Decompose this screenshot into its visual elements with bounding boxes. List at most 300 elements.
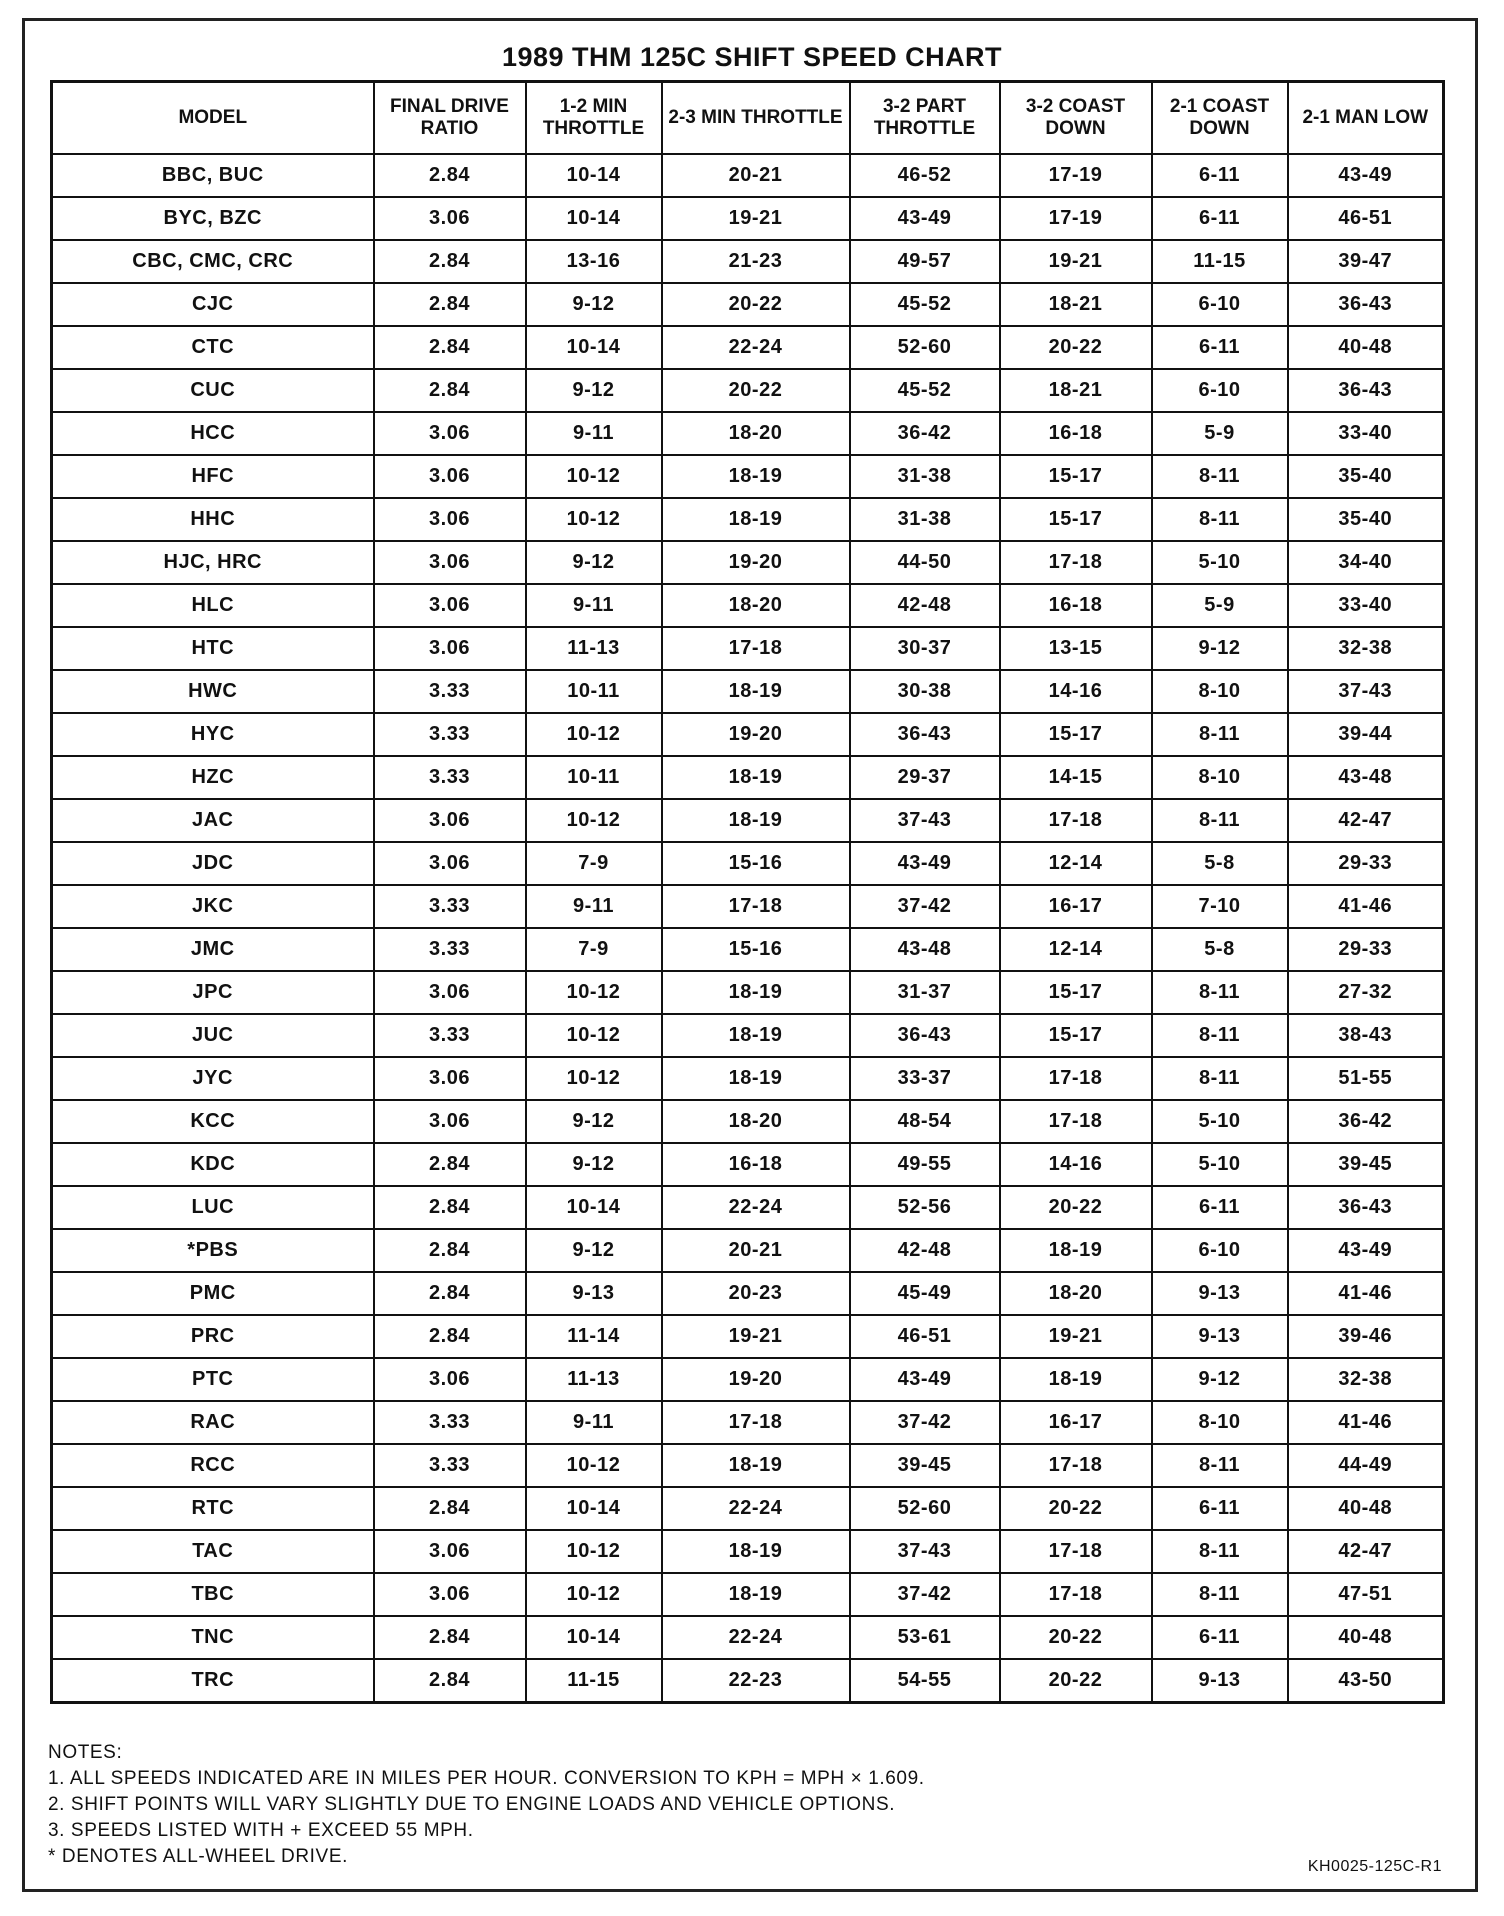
value-cell: 9-11 [526, 412, 662, 455]
value-cell: 10-12 [526, 1057, 662, 1100]
value-cell: 9-12 [526, 1143, 662, 1186]
value-cell: 22-24 [662, 326, 850, 369]
value-cell: 46-52 [850, 154, 1000, 197]
value-cell: 32-38 [1288, 627, 1444, 670]
value-cell: 29-37 [850, 756, 1000, 799]
value-cell: 10-12 [526, 1530, 662, 1573]
value-cell: 8-11 [1152, 1057, 1288, 1100]
value-cell: 49-57 [850, 240, 1000, 283]
value-cell: 12-14 [1000, 928, 1152, 971]
value-cell: 8-10 [1152, 756, 1288, 799]
value-cell: 15-17 [1000, 455, 1152, 498]
value-cell: 31-38 [850, 455, 1000, 498]
value-cell: 9-12 [526, 1100, 662, 1143]
value-cell: 9-12 [526, 283, 662, 326]
value-cell: 10-12 [526, 971, 662, 1014]
value-cell: 16-18 [662, 1143, 850, 1186]
value-cell: 36-42 [1288, 1100, 1444, 1143]
value-cell: 20-22 [1000, 1487, 1152, 1530]
value-cell: 34-40 [1288, 541, 1444, 584]
value-cell: 8-11 [1152, 1530, 1288, 1573]
value-cell: 5-9 [1152, 412, 1288, 455]
value-cell: 6-11 [1152, 1616, 1288, 1659]
table-row [52, 1444, 1444, 1487]
value-cell: 18-21 [1000, 369, 1152, 412]
value-cell: 17-18 [662, 627, 850, 670]
value-cell: 43-48 [1288, 756, 1444, 799]
value-cell: 9-12 [526, 369, 662, 412]
value-cell: 3.06 [374, 584, 526, 627]
value-cell: 6-10 [1152, 369, 1288, 412]
table-row [52, 412, 1444, 455]
model-cell: CUC [52, 369, 374, 412]
value-cell: 17-18 [662, 1401, 850, 1444]
value-cell: 43-49 [850, 1358, 1000, 1401]
value-cell: 18-19 [662, 799, 850, 842]
value-cell: 19-20 [662, 1358, 850, 1401]
value-cell: 11-13 [526, 1358, 662, 1401]
value-cell: 2.84 [374, 369, 526, 412]
value-cell: 9-11 [526, 885, 662, 928]
model-cell: JDC [52, 842, 374, 885]
model-cell: CJC [52, 283, 374, 326]
model-cell: *PBS [52, 1229, 374, 1272]
value-cell: 18-19 [662, 1444, 850, 1487]
table-row [52, 498, 1444, 541]
value-cell: 20-21 [662, 154, 850, 197]
model-cell: TAC [52, 1530, 374, 1573]
value-cell: 2.84 [374, 1315, 526, 1358]
value-cell: 3.06 [374, 455, 526, 498]
value-cell: 35-40 [1288, 498, 1444, 541]
value-cell: 18-20 [662, 584, 850, 627]
value-cell: 16-18 [1000, 584, 1152, 627]
value-cell: 3.06 [374, 842, 526, 885]
value-cell: 9-13 [526, 1272, 662, 1315]
value-cell: 5-8 [1152, 842, 1288, 885]
table-row [52, 154, 1444, 197]
value-cell: 20-23 [662, 1272, 850, 1315]
value-cell: 38-43 [1288, 1014, 1444, 1057]
value-cell: 30-38 [850, 670, 1000, 713]
value-cell: 14-15 [1000, 756, 1152, 799]
value-cell: 18-19 [662, 1530, 850, 1573]
value-cell: 7-9 [526, 928, 662, 971]
value-cell: 3.06 [374, 197, 526, 240]
value-cell: 19-20 [662, 713, 850, 756]
value-cell: 8-10 [1152, 1401, 1288, 1444]
table-row [52, 928, 1444, 971]
table-row [52, 971, 1444, 1014]
table-row [52, 326, 1444, 369]
value-cell: 3.06 [374, 627, 526, 670]
value-cell: 27-32 [1288, 971, 1444, 1014]
value-cell: 5-10 [1152, 1143, 1288, 1186]
model-cell: HHC [52, 498, 374, 541]
value-cell: 43-49 [1288, 154, 1444, 197]
value-cell: 3.06 [374, 498, 526, 541]
col-header-model: MODEL [52, 82, 374, 155]
table-body [52, 154, 1444, 1703]
model-cell: HLC [52, 584, 374, 627]
value-cell: 2.84 [374, 1659, 526, 1703]
value-cell: 20-21 [662, 1229, 850, 1272]
value-cell: 48-54 [850, 1100, 1000, 1143]
table-row [52, 1401, 1444, 1444]
value-cell: 46-51 [850, 1315, 1000, 1358]
value-cell: 15-17 [1000, 713, 1152, 756]
value-cell: 43-49 [850, 842, 1000, 885]
value-cell: 52-60 [850, 1487, 1000, 1530]
value-cell: 13-15 [1000, 627, 1152, 670]
table-row [52, 1143, 1444, 1186]
table-row [52, 1530, 1444, 1573]
value-cell: 10-14 [526, 197, 662, 240]
model-cell: JYC [52, 1057, 374, 1100]
value-cell: 22-24 [662, 1487, 850, 1530]
value-cell: 52-56 [850, 1186, 1000, 1229]
col-header-2-1-coast-down: 2-1 COAST DOWN [1152, 82, 1288, 155]
value-cell: 10-11 [526, 670, 662, 713]
model-cell: LUC [52, 1186, 374, 1229]
value-cell: 45-52 [850, 369, 1000, 412]
value-cell: 15-16 [662, 842, 850, 885]
value-cell: 11-13 [526, 627, 662, 670]
value-cell: 11-15 [1152, 240, 1288, 283]
value-cell: 5-10 [1152, 1100, 1288, 1143]
value-cell: 18-19 [662, 455, 850, 498]
value-cell: 20-22 [1000, 1616, 1152, 1659]
table-row [52, 670, 1444, 713]
value-cell: 7-10 [1152, 885, 1288, 928]
table-row [52, 240, 1444, 283]
value-cell: 3.33 [374, 885, 526, 928]
value-cell: 5-9 [1152, 584, 1288, 627]
value-cell: 32-38 [1288, 1358, 1444, 1401]
model-cell: JKC [52, 885, 374, 928]
model-cell: HFC [52, 455, 374, 498]
value-cell: 6-11 [1152, 197, 1288, 240]
col-header-2-3-min-throttle: 2-3 MIN THROTTLE [662, 82, 850, 155]
value-cell: 8-11 [1152, 1444, 1288, 1487]
table-row [52, 1014, 1444, 1057]
table-row [52, 584, 1444, 627]
value-cell: 10-12 [526, 713, 662, 756]
model-cell: JMC [52, 928, 374, 971]
value-cell: 3.06 [374, 971, 526, 1014]
model-cell: BYC, BZC [52, 197, 374, 240]
model-cell: PRC [52, 1315, 374, 1358]
value-cell: 19-21 [1000, 1315, 1152, 1358]
value-cell: 21-23 [662, 240, 850, 283]
value-cell: 2.84 [374, 1272, 526, 1315]
value-cell: 13-16 [526, 240, 662, 283]
value-cell: 20-22 [662, 369, 850, 412]
value-cell: 2.84 [374, 326, 526, 369]
value-cell: 17-18 [1000, 1530, 1152, 1573]
model-cell: TBC [52, 1573, 374, 1616]
value-cell: 43-50 [1288, 1659, 1444, 1703]
value-cell: 3.06 [374, 1100, 526, 1143]
value-cell: 37-42 [850, 1401, 1000, 1444]
value-cell: 44-50 [850, 541, 1000, 584]
value-cell: 53-61 [850, 1616, 1000, 1659]
value-cell: 18-20 [1000, 1272, 1152, 1315]
value-cell: 2.84 [374, 1186, 526, 1229]
table-row [52, 1487, 1444, 1530]
table-row [52, 455, 1444, 498]
value-cell: 33-40 [1288, 584, 1444, 627]
value-cell: 36-42 [850, 412, 1000, 455]
value-cell: 2.84 [374, 1229, 526, 1272]
document-code: KH0025-125C-R1 [1307, 1858, 1442, 1875]
note-item: 1. ALL SPEEDS INDICATED ARE IN MILES PER HOUR. CONVERSION TO KPH = MPH × 1.609. [48, 1768, 925, 1789]
value-cell: 36-43 [1288, 283, 1444, 326]
value-cell: 18-19 [662, 670, 850, 713]
value-cell: 9-12 [526, 1229, 662, 1272]
model-cell: RAC [52, 1401, 374, 1444]
value-cell: 51-55 [1288, 1057, 1444, 1100]
value-cell: 17-18 [662, 885, 850, 928]
value-cell: 17-18 [1000, 799, 1152, 842]
table-row [52, 1229, 1444, 1272]
model-cell: JPC [52, 971, 374, 1014]
value-cell: 3.33 [374, 1014, 526, 1057]
value-cell: 42-47 [1288, 799, 1444, 842]
value-cell: 5-10 [1152, 541, 1288, 584]
value-cell: 36-43 [1288, 1186, 1444, 1229]
value-cell: 37-43 [850, 1530, 1000, 1573]
value-cell: 2.84 [374, 240, 526, 283]
model-cell: JAC [52, 799, 374, 842]
value-cell: 43-49 [850, 197, 1000, 240]
value-cell: 6-11 [1152, 1186, 1288, 1229]
value-cell: 9-12 [1152, 1358, 1288, 1401]
value-cell: 10-14 [526, 154, 662, 197]
value-cell: 10-14 [526, 1616, 662, 1659]
value-cell: 16-17 [1000, 885, 1152, 928]
value-cell: 36-43 [850, 713, 1000, 756]
model-cell: RTC [52, 1487, 374, 1530]
value-cell: 16-17 [1000, 1401, 1152, 1444]
value-cell: 10-14 [526, 1487, 662, 1530]
value-cell: 8-11 [1152, 713, 1288, 756]
value-cell: 20-22 [662, 283, 850, 326]
value-cell: 8-11 [1152, 1573, 1288, 1616]
value-cell: 14-16 [1000, 670, 1152, 713]
note-item: * DENOTES ALL-WHEEL DRIVE. [48, 1846, 348, 1867]
col-header-3-2-part-throttle: 3-2 PART THROTTLE [850, 82, 1000, 155]
model-cell: TNC [52, 1616, 374, 1659]
table-row [52, 1315, 1444, 1358]
value-cell: 29-33 [1288, 842, 1444, 885]
value-cell: 18-20 [662, 1100, 850, 1143]
value-cell: 6-11 [1152, 326, 1288, 369]
table-row [52, 1573, 1444, 1616]
model-cell: TRC [52, 1659, 374, 1703]
value-cell: 18-19 [662, 1014, 850, 1057]
value-cell: 10-12 [526, 1014, 662, 1057]
value-cell: 43-48 [850, 928, 1000, 971]
value-cell: 44-49 [1288, 1444, 1444, 1487]
value-cell: 2.84 [374, 1487, 526, 1530]
value-cell: 11-15 [526, 1659, 662, 1703]
value-cell: 22-24 [662, 1186, 850, 1229]
notes-heading: NOTES: [48, 1742, 123, 1763]
value-cell: 3.33 [374, 756, 526, 799]
value-cell: 36-43 [850, 1014, 1000, 1057]
value-cell: 15-17 [1000, 1014, 1152, 1057]
value-cell: 19-21 [662, 1315, 850, 1358]
table-row [52, 369, 1444, 412]
value-cell: 19-20 [662, 541, 850, 584]
value-cell: 47-51 [1288, 1573, 1444, 1616]
value-cell: 17-18 [1000, 1057, 1152, 1100]
model-cell: CBC, CMC, CRC [52, 240, 374, 283]
value-cell: 10-12 [526, 799, 662, 842]
value-cell: 18-19 [662, 498, 850, 541]
value-cell: 6-11 [1152, 1487, 1288, 1530]
table-row [52, 756, 1444, 799]
value-cell: 8-11 [1152, 1014, 1288, 1057]
table-row [52, 541, 1444, 584]
value-cell: 3.06 [374, 541, 526, 584]
note-item: 3. SPEEDS LISTED WITH + EXCEED 55 MPH. [48, 1820, 474, 1841]
value-cell: 3.33 [374, 928, 526, 971]
value-cell: 29-33 [1288, 928, 1444, 971]
table-row [52, 1358, 1444, 1401]
value-cell: 3.33 [374, 670, 526, 713]
value-cell: 37-43 [850, 799, 1000, 842]
value-cell: 35-40 [1288, 455, 1444, 498]
model-cell: KCC [52, 1100, 374, 1143]
value-cell: 3.06 [374, 1573, 526, 1616]
value-cell: 41-46 [1288, 885, 1444, 928]
value-cell: 19-21 [662, 197, 850, 240]
value-cell: 37-42 [850, 1573, 1000, 1616]
value-cell: 36-43 [1288, 369, 1444, 412]
model-cell: JUC [52, 1014, 374, 1057]
value-cell: 3.06 [374, 412, 526, 455]
value-cell: 40-48 [1288, 326, 1444, 369]
value-cell: 18-19 [662, 971, 850, 1014]
value-cell: 12-14 [1000, 842, 1152, 885]
value-cell: 3.06 [374, 1530, 526, 1573]
value-cell: 33-37 [850, 1057, 1000, 1100]
value-cell: 17-18 [1000, 1444, 1152, 1487]
value-cell: 5-8 [1152, 928, 1288, 971]
value-cell: 9-13 [1152, 1272, 1288, 1315]
value-cell: 18-19 [662, 756, 850, 799]
value-cell: 9-13 [1152, 1315, 1288, 1358]
value-cell: 17-19 [1000, 197, 1152, 240]
model-cell: HTC [52, 627, 374, 670]
note-item: 2. SHIFT POINTS WILL VARY SLIGHTLY DUE TO ENGINE LOADS AND VEHICLE OPTIONS. [48, 1794, 896, 1815]
value-cell: 31-38 [850, 498, 1000, 541]
value-cell: 3.33 [374, 713, 526, 756]
col-header-3-2-coast-down: 3-2 COAST DOWN [1000, 82, 1152, 155]
value-cell: 22-23 [662, 1659, 850, 1703]
value-cell: 39-47 [1288, 240, 1444, 283]
value-cell: 18-19 [662, 1057, 850, 1100]
value-cell: 18-21 [1000, 283, 1152, 326]
value-cell: 6-10 [1152, 283, 1288, 326]
value-cell: 18-19 [1000, 1229, 1152, 1272]
value-cell: 18-20 [662, 412, 850, 455]
value-cell: 37-42 [850, 885, 1000, 928]
col-header-final-drive-ratio: FINAL DRIVE RATIO [374, 82, 526, 155]
table-row [52, 197, 1444, 240]
model-cell: HWC [52, 670, 374, 713]
table-row [52, 1057, 1444, 1100]
value-cell: 52-60 [850, 326, 1000, 369]
model-cell: PMC [52, 1272, 374, 1315]
value-cell: 2.84 [374, 1616, 526, 1659]
value-cell: 43-49 [1288, 1229, 1444, 1272]
value-cell: 9-13 [1152, 1659, 1288, 1703]
value-cell: 10-12 [526, 455, 662, 498]
table-row [52, 1616, 1444, 1659]
value-cell: 33-40 [1288, 412, 1444, 455]
value-cell: 8-11 [1152, 971, 1288, 1014]
value-cell: 42-47 [1288, 1530, 1444, 1573]
model-cell: KDC [52, 1143, 374, 1186]
value-cell: 20-22 [1000, 1659, 1152, 1703]
value-cell: 3.33 [374, 1401, 526, 1444]
value-cell: 40-48 [1288, 1616, 1444, 1659]
model-cell: PTC [52, 1358, 374, 1401]
value-cell: 11-14 [526, 1315, 662, 1358]
value-cell: 10-12 [526, 1444, 662, 1487]
value-cell: 3.33 [374, 1444, 526, 1487]
value-cell: 20-22 [1000, 326, 1152, 369]
value-cell: 17-18 [1000, 1573, 1152, 1616]
value-cell: 17-18 [1000, 1100, 1152, 1143]
model-cell: HCC [52, 412, 374, 455]
value-cell: 8-11 [1152, 799, 1288, 842]
shift-speed-table [50, 80, 1445, 1704]
value-cell: 2.84 [374, 1143, 526, 1186]
model-cell: RCC [52, 1444, 374, 1487]
table-row [52, 283, 1444, 326]
value-cell: 10-12 [526, 498, 662, 541]
table-row [52, 1659, 1444, 1703]
value-cell: 10-14 [526, 326, 662, 369]
col-header-1-2-min-throttle: 1-2 MIN THROTTLE [526, 82, 662, 155]
value-cell: 2.84 [374, 154, 526, 197]
value-cell: 18-19 [1000, 1358, 1152, 1401]
value-cell: 41-46 [1288, 1272, 1444, 1315]
value-cell: 15-17 [1000, 498, 1152, 541]
value-cell: 39-44 [1288, 713, 1444, 756]
value-cell: 39-45 [850, 1444, 1000, 1487]
table-row [52, 799, 1444, 842]
value-cell: 45-49 [850, 1272, 1000, 1315]
value-cell: 49-55 [850, 1143, 1000, 1186]
value-cell: 22-24 [662, 1616, 850, 1659]
table-row [52, 1272, 1444, 1315]
value-cell: 10-14 [526, 1186, 662, 1229]
value-cell: 40-48 [1288, 1487, 1444, 1530]
model-cell: CTC [52, 326, 374, 369]
value-cell: 15-16 [662, 928, 850, 971]
value-cell: 8-11 [1152, 455, 1288, 498]
value-cell: 39-46 [1288, 1315, 1444, 1358]
value-cell: 31-37 [850, 971, 1000, 1014]
value-cell: 16-18 [1000, 412, 1152, 455]
col-header-2-1-man-low: 2-1 MAN LOW [1288, 82, 1444, 155]
header-row [52, 82, 1444, 155]
